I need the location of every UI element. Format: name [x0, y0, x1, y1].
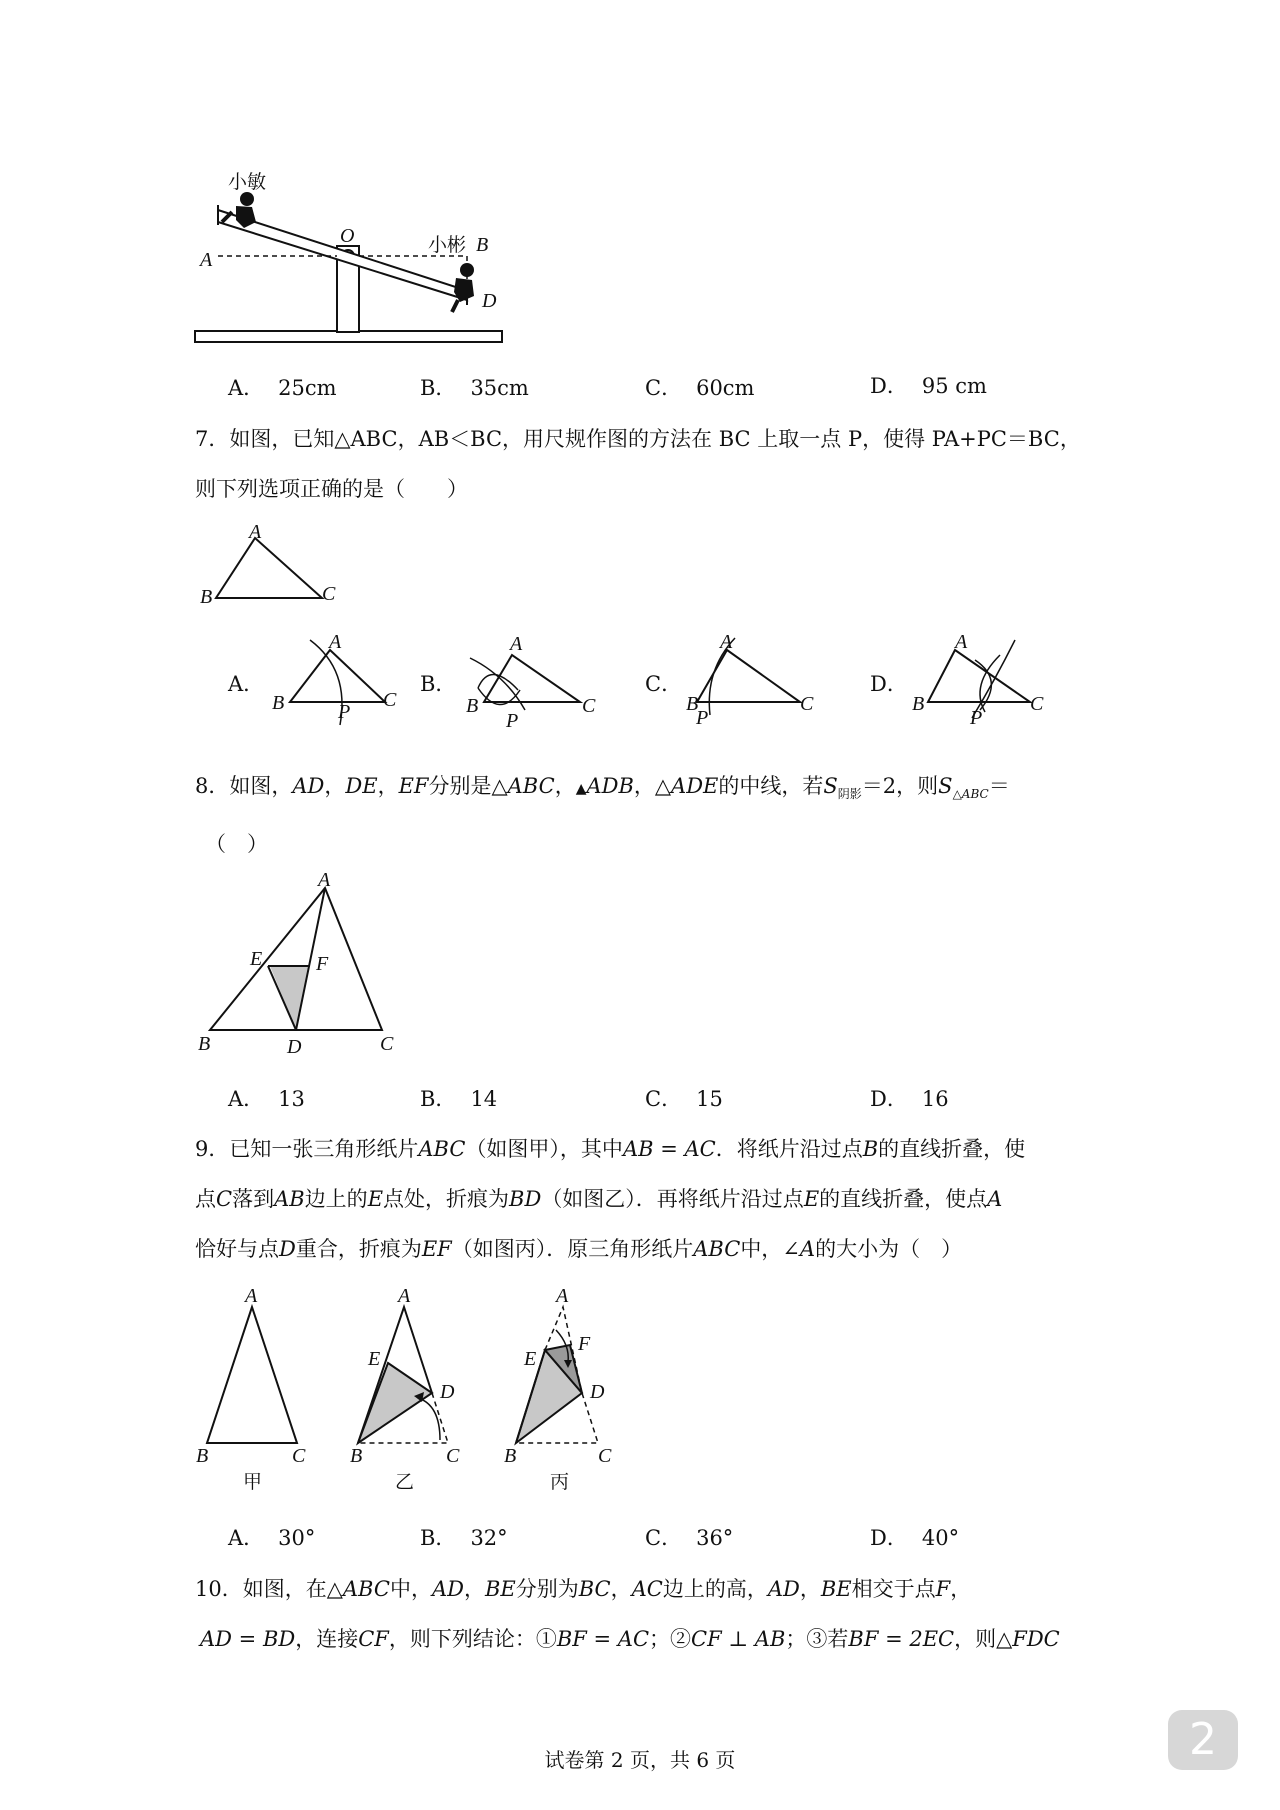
svg-text:A: A — [398, 1285, 411, 1307]
svg-text:P: P — [696, 707, 709, 729]
q10-line2: AD = BD，连接CF，则下列结论：①BF = AC；②CF ⊥ AB；③若BF = 2EC，则△FDC — [200, 1627, 1060, 1651]
svg-text:E: E — [368, 1348, 381, 1370]
page-number-badge: 2 — [1168, 1710, 1238, 1770]
q7-line1: 7．如图，已知△ABC，AB＜BC，用尺规作图的方法在 BC 上取一点 P，使得 PA+PC＝BC， — [195, 427, 1081, 451]
svg-text:B: B — [504, 1445, 517, 1467]
q7-option-a: A． — [228, 672, 265, 696]
svg-text:D: D — [440, 1381, 455, 1403]
q6-option-b: B． 35cm — [420, 376, 529, 400]
q7-option-c: C． — [645, 672, 683, 696]
svg-text:A: A — [245, 1285, 258, 1307]
svg-text:P: P — [506, 710, 519, 732]
q8-paren: （ ） — [205, 832, 268, 856]
q9-caption-jia: 甲 — [243, 1471, 263, 1493]
q9-line1: 9．已知一张三角形纸片ABC（如图甲），其中AB = AC．将纸片沿过点B的直线折叠，使 — [195, 1137, 1026, 1161]
q8-option-c: C． 15 — [645, 1087, 723, 1111]
svg-text:F: F — [316, 953, 329, 975]
svg-text:B: B — [686, 693, 699, 715]
svg-text:B: B — [466, 695, 479, 717]
q7-main-label-A: A — [249, 521, 262, 543]
svg-text:A: A — [556, 1285, 569, 1307]
svg-text:P: P — [338, 701, 351, 723]
q7-main-label-C: C — [322, 583, 336, 605]
svg-text:B: B — [272, 692, 285, 714]
svg-text:C: C — [380, 1033, 394, 1055]
label-B: B — [476, 234, 489, 256]
svg-text:A: A — [720, 631, 733, 653]
svg-text:B: B — [198, 1033, 211, 1055]
svg-text:C: C — [582, 695, 596, 717]
q6-option-c: C． 60cm — [645, 376, 755, 400]
svg-text:A: A — [329, 631, 342, 653]
q8-line1: 8．如图，AD，DE，EF分别是△ABC，▲ADB，△ADE的中线，若$S_{阴影}=2$，则$S_{\triangle ABC}=$ — [195, 774, 1010, 802]
q9-fig-yi-shaded — [358, 1363, 432, 1443]
svg-text:P: P — [970, 707, 983, 729]
svg-text:C: C — [598, 1445, 612, 1467]
svg-text:E: E — [250, 948, 263, 970]
page-footer: 试卷第 2 页，共 6 页 — [544, 1748, 736, 1772]
svg-text:B: B — [196, 1445, 209, 1467]
svg-text:D: D — [287, 1036, 302, 1058]
q10-line1: 10．如图，在△ABC中，AD，BE分别为BC，AC边上的高，AD，BE相交于点F， — [195, 1577, 972, 1601]
q9-option-b: B． 32° — [420, 1526, 508, 1550]
label-person-b: 小彬 — [428, 234, 467, 256]
svg-text:A: A — [955, 631, 968, 653]
q9-option-c: C． 36° — [645, 1526, 734, 1550]
label-A: A — [200, 249, 213, 271]
svg-text:C: C — [383, 689, 397, 711]
q9-line3: 恰好与点D重合，折痕为EF（如图丙）．原三角形纸片ABC中，∠A的大小为（ ） — [195, 1237, 963, 1261]
svg-text:B: B — [912, 693, 925, 715]
label-D: D — [482, 290, 497, 312]
svg-text:C: C — [446, 1445, 460, 1467]
q9-line2: 点C落到AB边上的E点处，折痕为BD（如图乙）．再将纸片沿过点E的直线折叠，使点A — [195, 1187, 1003, 1211]
label-person-a: 小敏 — [228, 171, 267, 193]
q9-caption-yi: 乙 — [395, 1471, 415, 1493]
svg-text:F: F — [578, 1333, 591, 1355]
svg-text:C: C — [800, 693, 814, 715]
svg-text:A: A — [318, 869, 331, 891]
q6-option-d: D． 95 cm — [870, 374, 987, 398]
q8-option-d: D． 16 — [870, 1087, 949, 1111]
svg-text:C: C — [1030, 693, 1044, 715]
label-O: O — [340, 225, 355, 247]
svg-text:B: B — [350, 1445, 363, 1467]
svg-text:C: C — [292, 1445, 306, 1467]
q7-line2: 则下列选项正确的是（ ） — [195, 477, 468, 501]
q9-caption-bing: 丙 — [550, 1471, 570, 1493]
q8-option-a: A． 13 — [228, 1087, 305, 1111]
q8-option-b: B． 14 — [420, 1087, 498, 1111]
q9-option-a: A． 30° — [228, 1526, 316, 1550]
q9-fig-jia-triangle — [207, 1307, 297, 1443]
svg-text:A: A — [510, 633, 523, 655]
q6-option-a: A． 25cm — [228, 376, 337, 400]
q7-main-label-B: B — [200, 586, 213, 608]
q7-option-b: B． — [420, 672, 457, 696]
svg-text:D: D — [590, 1381, 605, 1403]
q9-option-d: D． 40° — [870, 1526, 960, 1550]
svg-text:E: E — [524, 1348, 537, 1370]
q7-option-d: D． — [870, 672, 908, 696]
